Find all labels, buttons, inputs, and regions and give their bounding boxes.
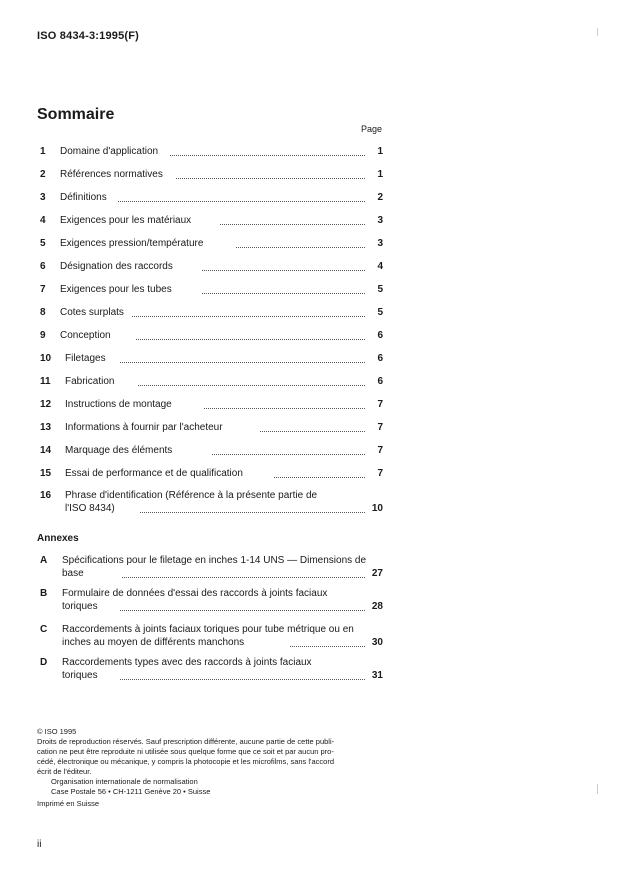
- dot-leader: [138, 376, 365, 386]
- entry-page-number: 7: [377, 422, 383, 433]
- toc-entry: [40, 284, 383, 298]
- toc-entry: [40, 445, 383, 459]
- dot-leader: [176, 169, 365, 179]
- dot-leader: [202, 261, 365, 271]
- entry-page-number: 7: [377, 468, 383, 479]
- entry-page-number: 6: [377, 376, 383, 387]
- entry-page-number: 5: [377, 307, 383, 318]
- entry-label: Désignation des raccords: [60, 261, 176, 272]
- entry-label-continued: inches au moyen de différents manchons: [62, 637, 245, 648]
- entry-label-continued: base: [62, 568, 84, 579]
- entry-number: 10: [40, 353, 52, 364]
- annex-entry: [40, 555, 383, 579]
- toc-entry: [40, 353, 383, 367]
- dot-leader: [122, 568, 365, 578]
- dot-leader: [220, 215, 365, 225]
- entry-label: Raccordements types avec des raccords à joints faciaux: [62, 657, 315, 668]
- entry-page-number: 3: [377, 215, 383, 226]
- toc-entry: [40, 399, 383, 413]
- entry-number: B: [40, 588, 48, 599]
- entry-page-number: 6: [377, 330, 383, 341]
- dot-leader: [118, 192, 365, 202]
- entry-number: 4: [40, 215, 46, 226]
- entry-page-number: 27: [371, 568, 383, 579]
- toc-entry: [40, 490, 383, 514]
- copyright-line: Droits de reproduction réservés. Sauf prescription différente, aucune partie de cette publi-: [37, 737, 335, 746]
- annexes-heading: Annexes: [37, 533, 79, 544]
- entry-page-number: 4: [377, 261, 383, 272]
- entry-label: Références normatives: [60, 169, 166, 180]
- entry-page-number: 2: [377, 192, 383, 203]
- entry-page-number: 5: [377, 284, 383, 295]
- entry-label: Spécifications pour le filetage en inches 1-14 UNS — Dimensions de: [62, 555, 369, 566]
- toc-entry: [40, 330, 383, 344]
- toc-entry: [40, 422, 383, 436]
- toc-entry: [40, 468, 383, 482]
- toc-entry: [40, 376, 383, 390]
- entry-label-continued: toriques: [62, 670, 98, 681]
- entry-label: Instructions de montage: [65, 399, 175, 410]
- entry-number: 12: [40, 399, 52, 410]
- entry-label: Fabrication: [65, 376, 117, 387]
- dot-leader: [170, 146, 365, 156]
- entry-label-continued: l'ISO 8434): [65, 503, 115, 514]
- annex-entry: [40, 624, 383, 648]
- entry-label: Marquage des éléments: [65, 445, 175, 456]
- dot-leader: [236, 238, 365, 248]
- entry-number: 7: [40, 284, 46, 295]
- annex-entry: [40, 657, 383, 681]
- dot-leader: [260, 422, 365, 432]
- entry-page-number: 30: [371, 637, 383, 648]
- entry-number: A: [40, 555, 48, 566]
- entry-page-number: 1: [377, 169, 383, 180]
- entry-label: Raccordements à joints faciaux toriques pour tube métrique ou en: [62, 624, 357, 635]
- entry-label: Informations à fournir par l'acheteur: [65, 422, 226, 433]
- toc-entry: [40, 215, 383, 229]
- copyright-notice: [37, 727, 387, 809]
- entry-page-number: 7: [377, 399, 383, 410]
- entry-number: 15: [40, 468, 52, 479]
- toc-entry: [40, 192, 383, 206]
- organisation-name: Organisation internationale de normalisation: [51, 777, 198, 786]
- page-number: ii: [37, 839, 42, 850]
- page-column-label: Page: [361, 124, 383, 134]
- entry-label: Exigences pression/température: [60, 238, 206, 249]
- entry-page-number: 1: [377, 146, 383, 157]
- entry-page-number: 28: [371, 601, 383, 612]
- entry-page-number: 6: [377, 353, 383, 364]
- entry-number: 9: [40, 330, 46, 341]
- entry-page-number: 10: [371, 503, 383, 514]
- entry-number: 14: [40, 445, 52, 456]
- entry-label: Cotes surplats: [60, 307, 127, 318]
- entry-label: Exigences pour les tubes: [60, 284, 175, 295]
- entry-page-number: 3: [377, 238, 383, 249]
- entry-label: Formulaire de données d'essai des raccords à joints faciaux: [62, 588, 330, 599]
- copyright-line: © ISO 1995: [37, 727, 77, 736]
- entry-label: Définitions: [60, 192, 110, 203]
- dot-leader: [204, 399, 365, 409]
- entry-label-continued: toriques: [62, 601, 98, 612]
- dot-leader: [212, 445, 365, 455]
- entry-number: 3: [40, 192, 46, 203]
- dot-leader: [120, 670, 365, 680]
- copyright-line: cation ne peut être reproduite ni utilisée sous quelque forme que ce soit et par aucun pro-: [37, 747, 334, 756]
- dot-leader: [274, 468, 365, 478]
- entry-label: Conception: [60, 330, 114, 341]
- entry-label: Domaine d'application: [60, 146, 161, 157]
- dot-leader: [202, 284, 365, 294]
- entry-number: 1: [40, 146, 46, 157]
- toc-entry: [40, 146, 383, 160]
- entry-number: 13: [40, 422, 52, 433]
- entry-number: 8: [40, 307, 46, 318]
- toc-entry: [40, 169, 383, 183]
- entry-number: C: [40, 624, 48, 635]
- entry-number: 2: [40, 169, 46, 180]
- dot-leader: [120, 601, 365, 611]
- dot-leader: [120, 353, 365, 363]
- entry-page-number: 31: [371, 670, 383, 681]
- document-code: ISO 8434-3:1995(F): [37, 30, 140, 42]
- scan-edge-mark: [597, 28, 598, 36]
- annex-entry: [40, 588, 383, 612]
- dot-leader: [132, 307, 365, 317]
- entry-label: Phrase d'identification (Référence à la présente partie de: [65, 490, 320, 501]
- page-title: Sommaire: [37, 106, 115, 123]
- entry-number: D: [40, 657, 48, 668]
- entry-number: 6: [40, 261, 46, 272]
- dot-leader: [140, 503, 365, 513]
- toc-entry: [40, 238, 383, 252]
- entry-label: Filetages: [65, 353, 109, 364]
- scan-edge-mark: [597, 784, 598, 794]
- toc-entry: [40, 307, 383, 321]
- copyright-line: écrit de l'éditeur.: [37, 767, 92, 776]
- organisation-address: Case Postale 56 • CH-1211 Genève 20 • Suisse: [51, 787, 211, 796]
- toc-entry: [40, 261, 383, 275]
- entry-number: 11: [40, 376, 51, 387]
- dot-leader: [290, 637, 365, 647]
- entry-page-number: 7: [377, 445, 383, 456]
- dot-leader: [136, 330, 365, 340]
- entry-label: Essai de performance et de qualification: [65, 468, 246, 479]
- entry-label: Exigences pour les matériaux: [60, 215, 194, 226]
- entry-number: 16: [40, 490, 52, 501]
- printed-in: Imprimé en Suisse: [37, 799, 100, 808]
- entry-number: 5: [40, 238, 46, 249]
- copyright-line: cédé, électronique ou mécanique, y compris la photocopie et les microfilms, sans l'accord: [37, 757, 334, 766]
